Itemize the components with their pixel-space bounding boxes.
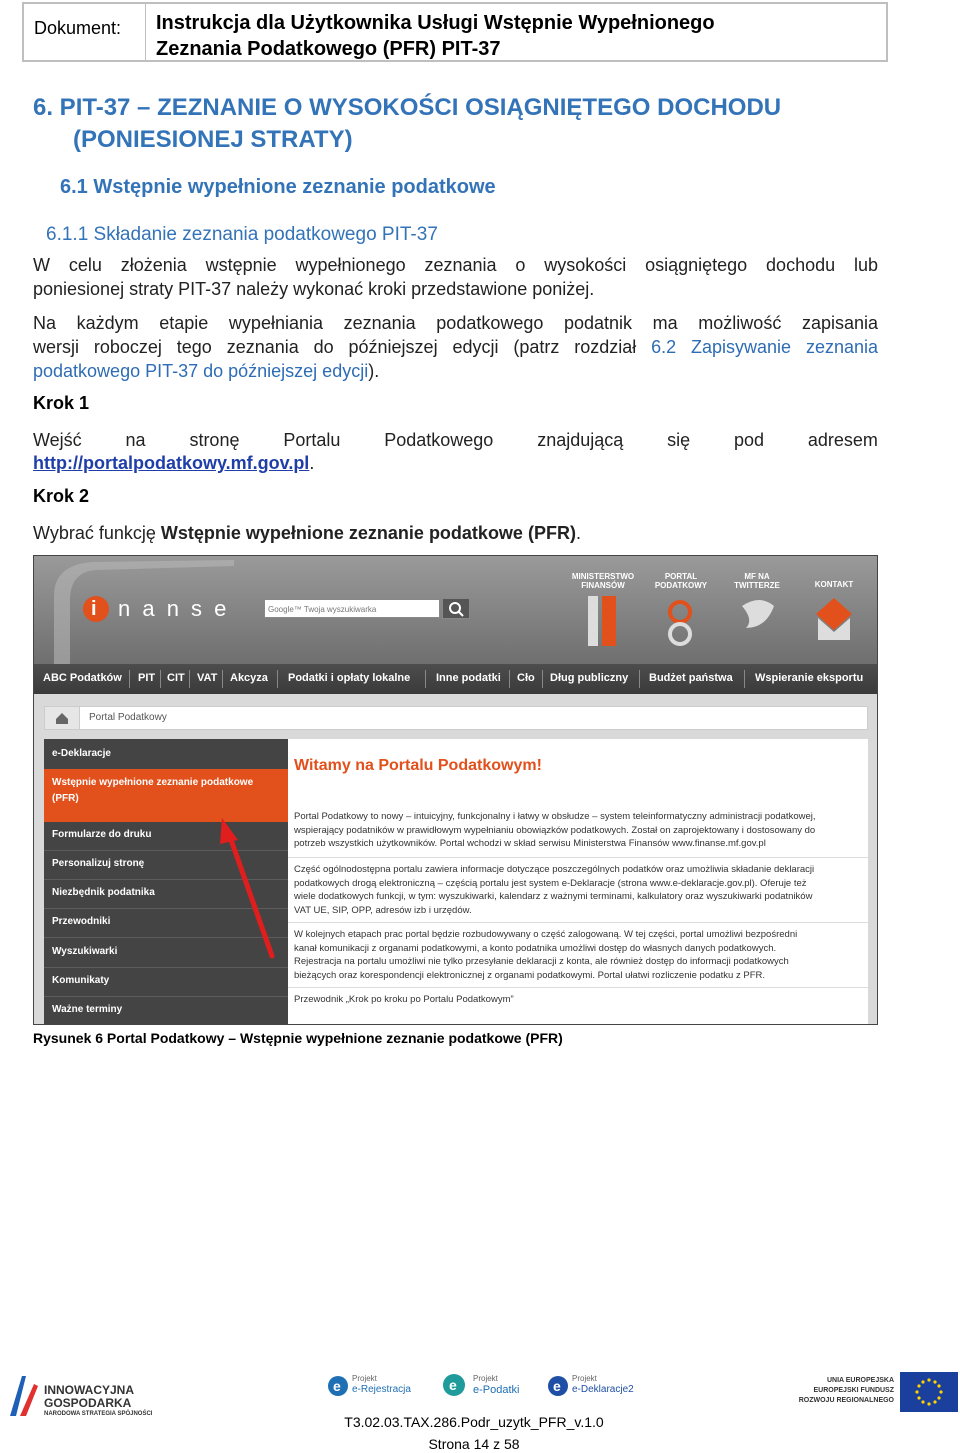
step-1-word: się <box>667 430 691 450</box>
breadcrumb-portal[interactable]: Portal Podatkowy <box>89 712 167 723</box>
top-link-portal[interactable]: PORTAL PODATKOWY <box>654 572 708 590</box>
e-podatki-icon <box>441 1372 467 1398</box>
eu-fund-text <box>792 1376 894 1406</box>
paragraph-intro <box>33 253 878 301</box>
sidebar-wazne-terminy[interactable]: Ważne terminy <box>52 1004 123 1015</box>
sidebar-niezbednik[interactable]: Niezbędnik podatnika <box>52 887 155 898</box>
page-number: Strona 14 z 58 <box>428 1436 520 1452</box>
intro-paragraph: Portal Podatkowy to nowy – intuicyjny, funkcjonalny i łatwy w obsłudze – system teleinformatyczny administracji podatkowej, wspierający podatników w prawidłowym wypełnianiu obowiązków podatkowych. Został on zaprojektowany i dostosowany do potrzeb wszystkich użytkowników. Portal wchodzi w skład serwisu Ministerstwa Finansów www.finanse.mf.gov.pl <box>294 811 816 849</box>
proj-e-deklaracje2: e-Deklaracje2 <box>572 1384 634 1395</box>
guide-link[interactable]: Przewodnik „Krok po kroku po Portalu Podatkowym” <box>294 994 514 1005</box>
nav-pit[interactable]: PIT <box>138 672 156 684</box>
sidebar-pfr-label: Wstępnie wypełnione zeznanie podatkowe <box>52 777 254 788</box>
e-rejestracja-logo <box>326 1372 426 1400</box>
step-1-label: Krok 1 <box>33 393 90 413</box>
nav-wspieranie-eksportu[interactable]: Wspieranie eksportu <box>755 672 864 684</box>
sidebar-pfr-label-2: (PFR) <box>52 793 79 804</box>
top-link-mf[interactable]: MINISTERSTWO FINANSÓW <box>571 572 635 590</box>
chapter-6-2-link-cont[interactable]: podatkowego PIT-37 do późniejszej edycji <box>33 361 369 381</box>
ig-text-2: GOSPODARKA <box>44 1396 132 1410</box>
document-header <box>22 2 888 62</box>
nav-budzet-panstwa[interactable]: Budżet państwa <box>649 672 733 684</box>
eu-text-1: UNIA EUROPEJSKA <box>826 1377 894 1384</box>
ig-text-1: INNOWACYJNA <box>44 1383 135 1397</box>
portal-screenshot <box>33 555 878 1025</box>
document-title-line2: Zeznania Podatkowego (PFR) PIT-37 <box>156 38 501 60</box>
figure-caption: Rysunek 6 Portal Podatkowy – Wstępnie wypełnione zeznanie podatkowe (PFR) <box>33 1030 563 1046</box>
nav-podatki-lokalne[interactable]: Podatki i opłaty lokalne <box>288 672 411 684</box>
logo-i: i <box>91 598 97 620</box>
google-label: Google™ <box>268 605 302 614</box>
top-link-contact[interactable]: KONTAKT <box>814 580 854 589</box>
sidebar-formularze[interactable]: Formularze do druku <box>52 829 152 840</box>
paragraph-intro-line1: W celu złożenia wstępnie wypełnionego zeznania o wysokości osiągniętego dochodu lub <box>33 255 878 275</box>
section-6-1-heading: 6.1 Wstępnie wypełnione zeznanie podatkowe <box>60 176 496 198</box>
sidebar-personalizuj[interactable]: Personalizuj stronę <box>52 858 145 869</box>
eu-text-2: EUROPEJSKI FUNDUSZ <box>813 1387 894 1394</box>
e-deklaracje2-logo <box>546 1372 646 1400</box>
step-1-word: adresem <box>807 430 878 450</box>
logo-finanse: n a n s e <box>118 596 230 621</box>
paragraph-draft-line1: Na każdym etapie wypełniania zeznania podatkowego podatnik ma możliwość zapisania <box>33 313 878 333</box>
document-id: T3.02.03.TAX.286.Podr_uzytk_PFR_v.1.0 <box>344 1414 604 1430</box>
section-6-line1: 6. PIT-37 – ZEZNANIE O WYSOKOŚCI OSIĄGNIĘTEGO DOCHODU <box>33 94 782 121</box>
sidebar-komunikaty[interactable]: Komunikaty <box>52 975 110 986</box>
step-1-word: pod <box>733 430 765 450</box>
e-podatki-logo <box>441 1372 541 1400</box>
search-placeholder: Twoja wyszukiwarka <box>303 605 377 614</box>
step-2-period: . <box>575 523 581 543</box>
step-1-word: Portalu <box>283 430 341 450</box>
step-2-label: Krok 2 <box>33 486 90 506</box>
eu-stars-icon <box>900 1372 958 1412</box>
svg-text:e: e <box>553 1378 561 1394</box>
proj-prefix-2: Projekt <box>473 1374 498 1383</box>
step-1-text <box>33 428 878 452</box>
portal-url-link[interactable]: http://portalpodatkowy.mf.gov.pl <box>33 453 310 473</box>
paragraph-draft-line2 <box>33 335 878 359</box>
step-1-word: na <box>125 430 146 450</box>
nav-abc-podatkow[interactable]: ABC Podatków <box>43 672 122 684</box>
section-6-heading <box>33 92 893 156</box>
welcome-heading: Witamy na Portalu Podatkowym! <box>294 757 542 774</box>
proj-prefix-1: Projekt <box>352 1374 377 1383</box>
nav-vat[interactable]: VAT <box>197 672 218 684</box>
public-part-paragraph: Część ogólnodostępna portalu zawiera informacje dotyczące poszczególnych podatków oraz umożliwia składanie deklaracji podatkowych drogą elektroniczną – częścią portalu jest system e-Deklaracje (strona www.e-deklaracje.gov.pl). Oferuje też wiele dodatkowych funkcji, w tym: wyszukiwarki, kalendarz z ważnymi terminami, kalkulatory oraz wyszukiwarki podatników VAT UE, SIP, OPP, adresów izb i urzędów. <box>294 864 815 916</box>
red-arrow-icon <box>34 556 877 1025</box>
nav-akcyza[interactable]: Akcyza <box>230 672 268 684</box>
nav-dlug-publiczny[interactable]: Dług publiczny <box>550 672 629 684</box>
nav-inne-podatki[interactable]: Inne podatki <box>436 672 501 684</box>
sidebar-wyszukiwarki[interactable]: Wyszukiwarki <box>52 946 118 957</box>
step-2-function-name: Wstępnie wypełnione zeznanie podatkowe (PFR) <box>160 523 576 543</box>
chapter-6-2-link[interactable]: 6.2 Zapisywanie zeznania <box>651 337 878 357</box>
step-1-link-line <box>33 451 878 475</box>
section-6-line2: (PONIESIONEJ STRATY) <box>73 126 353 153</box>
paragraph-intro-line2: poniesionej straty PIT-37 należy wykonać kroki przedstawione poniżej. <box>33 279 595 299</box>
paragraph-draft-line3 <box>33 359 878 383</box>
eu-flag-icon <box>900 1372 958 1412</box>
e-deklaracje-icon <box>546 1374 570 1398</box>
paragraph-draft-end: ). <box>368 361 380 381</box>
paragraph-draft-text: wersji roboczej tego zeznania do późniejszej edycji (patrz rozdział <box>33 337 652 357</box>
future-stages-paragraph: W kolejnych etapach prac portal będzie rozbudowywany o część zalogowaną. W tej części, portal umożliwi bezpośredni kanał komunikacji z organami podatkowymi, a konto podatnika umożliwi dostęp do własnych danych podatkowych. Rejestracja na portalu umożliwi nie tylko przesyłanie deklaracji z konta, ale również dostęp do informacji podatkowych bieżących oraz korespondencji elektronicznej z organami podatkowymi. Portal ułatwi rozliczenie podatku z PFR. <box>294 929 798 981</box>
sidebar-przewodniki[interactable]: Przewodniki <box>52 916 111 927</box>
section-6-1-1-heading: 6.1.1 Składanie zeznania podatkowego PIT-37 <box>46 224 438 245</box>
proj-prefix-3: Projekt <box>572 1374 597 1383</box>
nav-cit[interactable]: CIT <box>167 672 185 684</box>
sidebar-e-deklaracje[interactable]: e-Deklaracje <box>52 748 111 759</box>
step-1-period: . <box>309 453 315 473</box>
step-2-prefix: Wybrać funkcję <box>33 523 161 543</box>
ig-text-3: NARODOWA STRATEGIA SPÓJNOŚCI <box>44 1411 153 1417</box>
step-1-word: Podatkowego <box>384 430 494 450</box>
paragraph-draft-info <box>33 311 878 383</box>
svg-text:e: e <box>333 1378 341 1394</box>
proj-e-rejestracja: e-Rejestracja <box>352 1384 411 1395</box>
eu-text-3: ROZWOJU REGIONALNEGO <box>798 1397 894 1404</box>
nav-clo[interactable]: Cło <box>517 672 535 684</box>
step-1-word: Wejść <box>33 430 82 450</box>
document-title <box>156 10 876 62</box>
step-2-text <box>33 521 878 545</box>
ig-emblem-icon <box>6 1372 40 1420</box>
step-1-word: znajdującą <box>537 430 624 450</box>
proj-e-podatki: e-Podatki <box>473 1384 520 1396</box>
svg-text:e: e <box>449 1377 457 1393</box>
e-rejestracja-icon <box>326 1374 350 1398</box>
step-1-word: stronę <box>189 430 240 450</box>
document-title-line1: Instrukcja dla Użytkownika Usługi Wstępnie Wypełnionego <box>156 12 715 34</box>
top-link-twitter[interactable]: MF NA TWITTERZE <box>734 572 780 590</box>
document-label: Dokument: <box>24 4 146 60</box>
